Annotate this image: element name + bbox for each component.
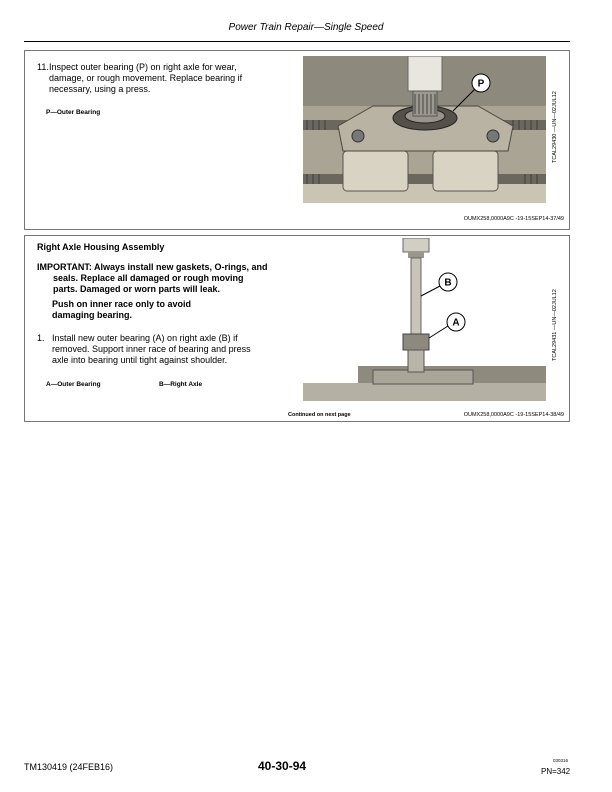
step-text-line: damage, or rough movement. Replace bearing if [49, 73, 243, 83]
photo-code: TCAL29430 —UN—02JUL12 [552, 91, 558, 163]
photo-right-axle-illustration [303, 238, 546, 401]
important-note [52, 299, 292, 321]
callout-p-label: P [477, 78, 485, 90]
page-header-title: Power Train Repair—Single Speed [228, 22, 384, 33]
section-title: Right Axle Housing Assembly [37, 242, 165, 252]
important-line: IMPORTANT: Always install new gaskets, O-rings, and [37, 262, 268, 272]
important-notice [37, 262, 307, 295]
reference-code: OUMX258,0000A9C -19-15SEP14-37/49 [463, 216, 564, 222]
important-line: seals. Replace all damaged or rough moving [53, 273, 244, 283]
photo-right-axle-press [303, 238, 546, 401]
step-text-line: Inspect outer bearing (P) on right axle for wear, [49, 62, 237, 72]
footer-small-code: 030316 [553, 758, 569, 763]
continued-note: Continued on next page [288, 412, 351, 418]
step-number: 11. [37, 62, 49, 72]
figure-legend-p: P—Outer Bearing [46, 109, 101, 116]
step-text-line: necessary, using a press. [49, 84, 151, 94]
note-line: damaging bearing. [52, 310, 133, 320]
callout-b-label: B [444, 277, 452, 289]
step-text-line: removed. Support inner race of bearing and press [52, 344, 251, 354]
pn-number: PN=342 [541, 767, 571, 776]
step-panel-right-axle-housing-assembly [24, 235, 570, 422]
callout-a-label: A [452, 317, 460, 329]
reference-code: OUMX258,0000A9C -19-15SEP14-38/49 [463, 412, 564, 418]
step-text-line: axle into bearing until tight against shoulder. [52, 355, 228, 365]
step-text-line: Install new outer bearing (A) on right axle (B) if [52, 333, 238, 343]
figure-legend-a: A—Outer Bearing [46, 381, 101, 388]
note-line: Push on inner race only to avoid [52, 299, 192, 309]
page-number: 40-30-94 [258, 759, 307, 773]
step-panel-outer-bearing-inspection [24, 50, 570, 230]
photo-outer-bearing [303, 56, 546, 203]
important-line: parts. Damaged or worn parts will leak. [53, 284, 221, 294]
photo-outer-bearing-illustration [303, 56, 546, 203]
step-number: 1. [37, 333, 45, 343]
header-rule [24, 41, 570, 42]
photo-code: TCAL29431 —UN—02JUL12 [552, 289, 558, 361]
manual-number: TM130419 (24FEB16) [24, 762, 114, 772]
figure-legend-b: B—Right Axle [159, 381, 203, 388]
